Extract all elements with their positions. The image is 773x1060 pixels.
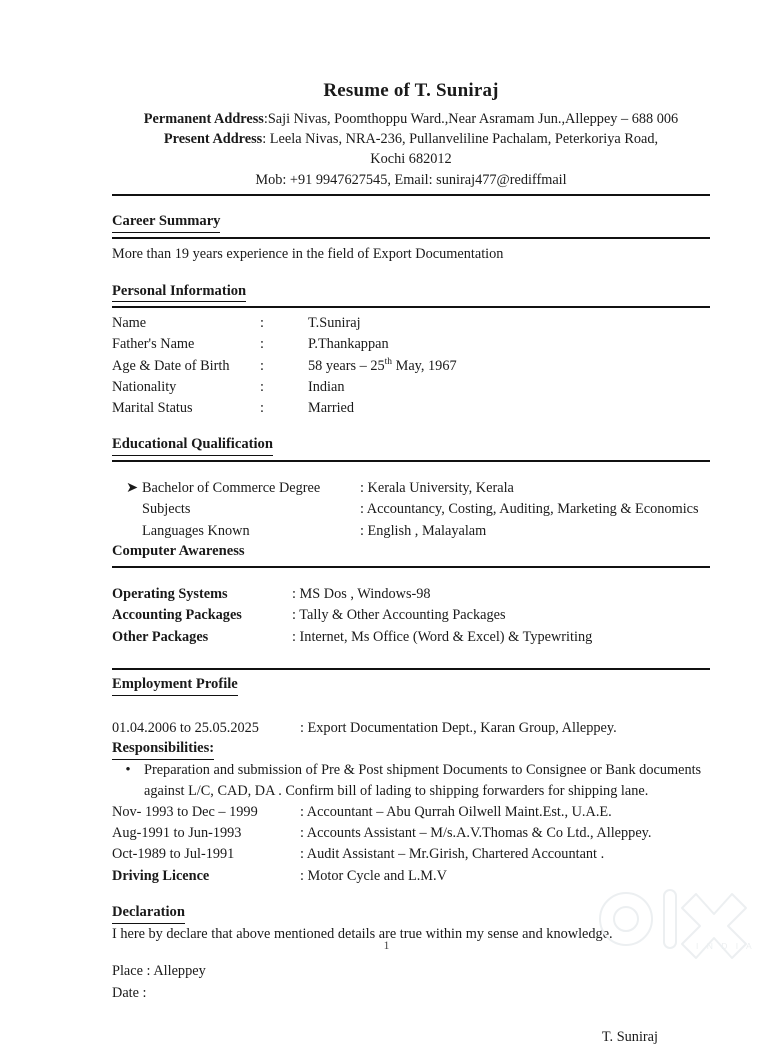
row-label: Accounting Packages [112,607,242,624]
row-value: T.Suniraj [308,315,361,332]
place-line [112,961,710,982]
row-label: Other Packages [112,628,209,645]
table-row [112,398,710,419]
computer-awareness-table [112,584,710,648]
list-item [112,478,710,499]
present-address-line2: Kochi 682012 [370,151,452,168]
row-label: Nationality [112,378,177,395]
table-row [112,844,710,865]
driving-licence-label: Driving Licence [112,867,210,884]
arrow-bullet-icon: ➤ [126,479,138,496]
list-item-spacer [112,521,142,542]
place-value: Alleppey [153,963,206,980]
career-summary-section [112,212,710,233]
list-item [112,760,710,802]
table-row [112,377,710,398]
row-value: : MS Dos , Windows-98 [292,585,431,602]
round-bullet-icon: • [125,761,131,778]
dob-suffix: May, 1967 [392,357,457,374]
dob-prefix: 58 years – 25 [308,357,385,374]
olx-watermark-subtitle: I N D I A [696,941,755,951]
row-label: Operating Systems [112,585,228,602]
row-label: Nov- 1993 to Dec – 1999 [112,803,258,820]
row-label: Aug-1991 to Jun-1993 [112,825,242,842]
computer-awareness-heading: Computer Awareness [112,543,245,560]
personal-information-table [112,313,710,419]
employment-history-table [112,802,710,888]
driving-licence-value: : Motor Cycle and L.M.V [300,867,447,884]
row-label: Marital Status [112,399,193,416]
present-address-line [112,129,710,149]
row-label: Father's Name [112,336,195,353]
educational-qualification-section [112,435,710,456]
row-separator: : [260,315,264,332]
employment-current-value: : Export Documentation Dept., Karan Group, Alleppey. [300,719,617,736]
declaration-section [112,903,710,924]
present-address-label: Present Address [163,131,263,148]
list-item-spacer [112,499,142,520]
row-value: P.Thankappan [308,336,389,353]
career-summary-heading: Career Summary [112,212,220,233]
personal-information-section [112,282,710,303]
personal-information-heading: Personal Information [112,282,246,303]
row-separator: : [260,357,264,374]
row-label: Age & Date of Birth [112,357,230,374]
row-value: : Audit Assistant – Mr.Girish, Chartered Accountant . [300,846,605,863]
list-item-value: : Accountancy, Costing, Auditing, Marketing & Economics [360,501,699,518]
list-item-label: Languages Known [142,522,250,539]
row-value: : Tally & Other Accounting Packages [292,607,506,624]
present-address-value: : Leela Nivas, NRA-236, Pullanveliline Pachalam, Peterkoriya Road, [262,131,659,148]
permanent-address-value: :Saji Nivas, Poomthoppu Ward.,Near Asramam Jun.,Alleppey – 688 006 [263,110,679,127]
computer-awareness-section [112,542,710,562]
table-row [112,334,710,355]
table-row [112,718,710,739]
list-item [112,499,710,520]
table-row [112,584,710,605]
row-value: : Accountant – Abu Qurrah Oilwell Maint.Est., U.A.E. [300,803,612,820]
row-value [308,356,710,377]
place-label: Place : [112,963,151,980]
educational-qualification-heading: Educational Qualification [112,435,273,456]
educational-qualification-list [112,478,710,542]
contact-line: Mob: +91 9947627545, Email: suniraj477@rediffmail [255,171,567,188]
career-summary-text: More than 19 years experience in the field of Export Documentation [112,246,504,263]
responsibility-text: Preparation and submission of Pre & Post shipment Documents to Consignee or Bank documents against L/C, CAD, DA . Confirm bill of lading to shipping forwarders for shipping lane. [144,761,702,799]
list-item-label: Bachelor of Commerce Degree [142,479,321,496]
row-label: Name [112,315,147,332]
permanent-address-label: Permanent Address [143,110,264,127]
responsibilities-heading-wrap [112,739,710,760]
row-value: Indian [308,378,345,395]
document-header [112,80,710,190]
employment-profile-heading: Employment Profile [112,675,238,696]
row-separator: : [260,336,264,353]
declaration-text: I here by declare that above mentioned details are true within my sense and knowledge. [112,926,613,943]
date-label: Date : [112,984,147,1001]
table-row [112,866,710,887]
table-row [112,823,710,844]
date-line [112,983,710,1004]
dob-ordinal-suffix: th [384,356,393,367]
employment-profile-section [112,675,710,696]
row-value: Married [308,399,355,416]
table-row [112,313,710,334]
declaration-heading: Declaration [112,903,185,924]
row-value: : Accounts Assistant – M/s.A.V.Thomas & Co Ltd., Alleppey. [300,825,652,842]
list-item [112,521,710,542]
permanent-address-line [112,109,710,129]
list-item-value: : Kerala University, Kerala [360,479,514,496]
employment-current-period: 01.04.2006 to 25.05.2025 [112,719,259,736]
row-value: : Internet, Ms Office (Word & Excel) & Typewriting [292,628,593,645]
document-body [112,80,710,1060]
table-row [112,356,710,377]
table-row [112,627,710,648]
table-row [112,802,710,823]
signature-name: T. Suniraj [601,1028,658,1045]
row-separator: : [260,399,264,416]
row-separator: : [260,378,264,395]
list-item-value: : English , Malayalam [360,522,487,539]
page-title: Resume of T. Suniraj [323,80,499,101]
page-number: 1 [383,940,390,952]
responsibilities-heading: Responsibilities: [112,739,214,760]
row-label: Oct-1989 to Jul-1991 [112,846,235,863]
table-row [112,605,710,626]
list-item-label: Subjects [142,501,191,518]
